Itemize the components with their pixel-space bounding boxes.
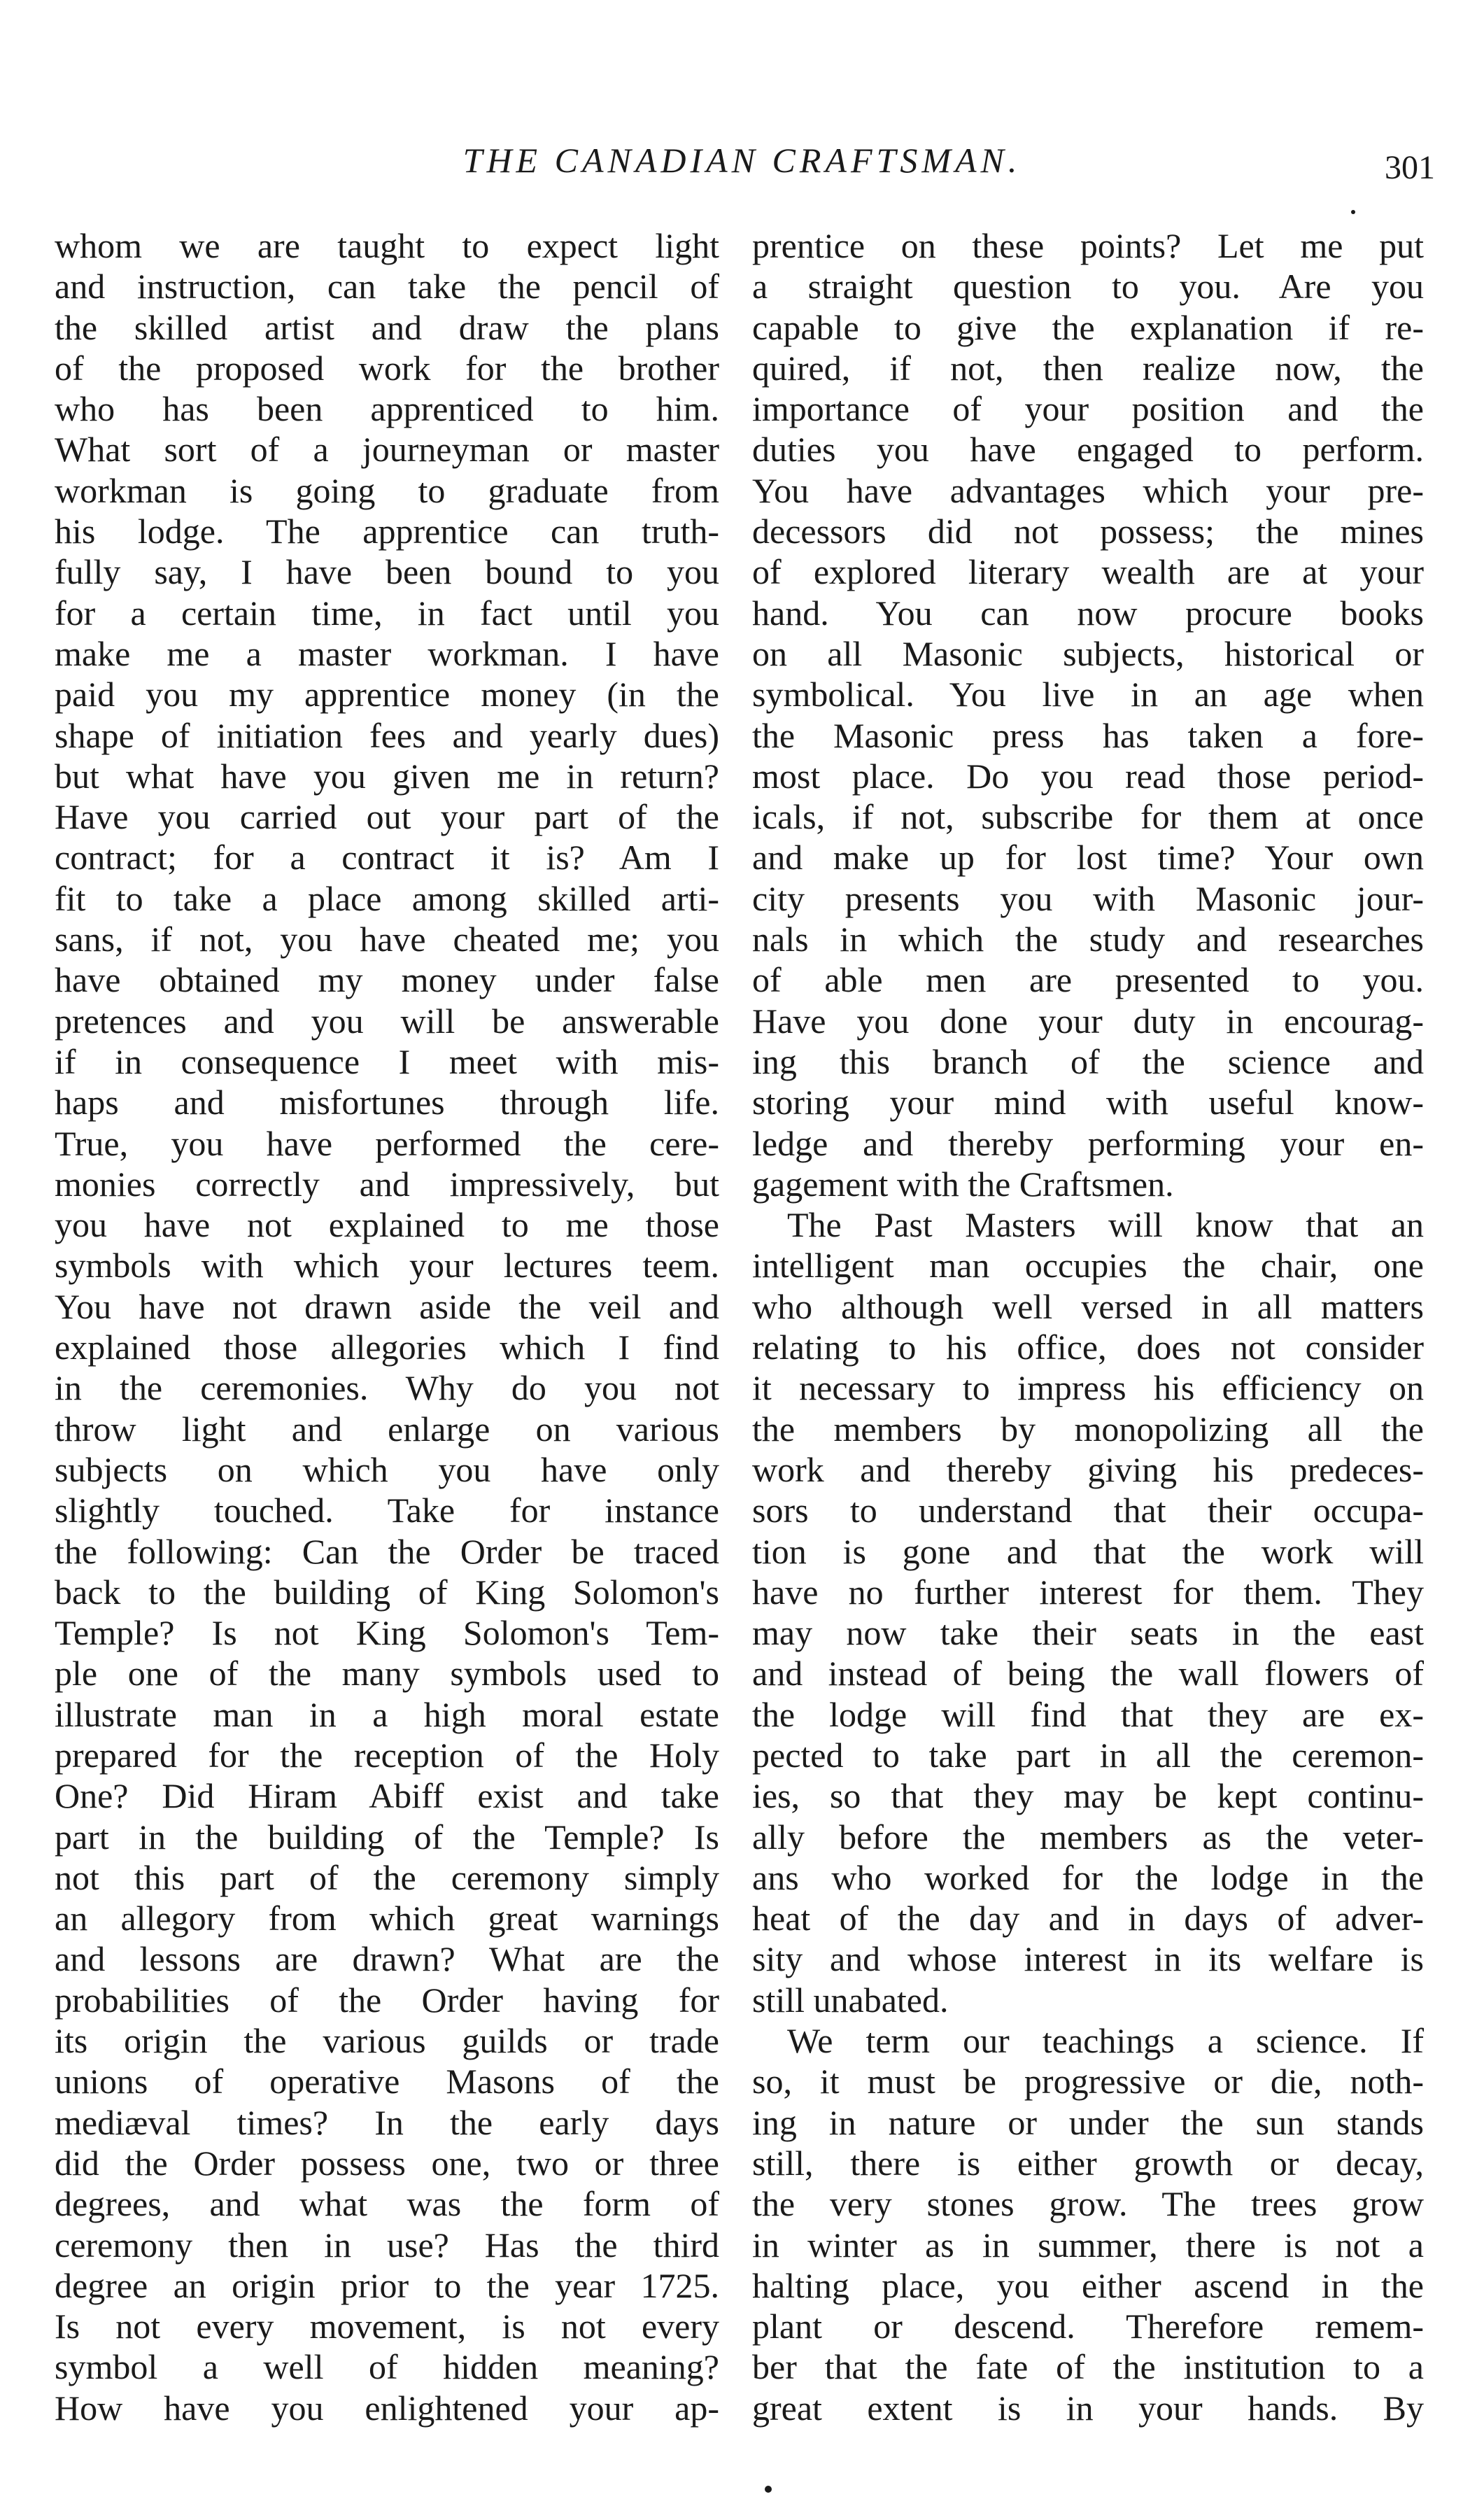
text-line: One? Did Hiram Abiff exist and take bbox=[55, 1776, 719, 1816]
right-column bbox=[752, 225, 1424, 2428]
text-line: Temple? Is not King Solomon's Tem- bbox=[55, 1613, 719, 1653]
text-line: probabilities of the Order having for bbox=[55, 1980, 719, 2020]
text-line: you have not explained to me those bbox=[55, 1205, 719, 1245]
left-column bbox=[55, 225, 719, 2428]
text-line: halting place, you either ascend in the bbox=[752, 2265, 1424, 2305]
text-line: the very stones grow. The trees grow bbox=[752, 2184, 1424, 2224]
text-line: his lodge. The apprentice can truth- bbox=[55, 512, 719, 551]
text-line: How have you enlightened your ap- bbox=[55, 2388, 719, 2428]
text-line: contract; for a contract it is? Am I bbox=[55, 838, 719, 878]
text-line: Is not every movement, is not every bbox=[55, 2307, 719, 2346]
text-line: ing in nature or under the sun stands bbox=[752, 2102, 1424, 2142]
text-line: make me a master workman. I have bbox=[55, 633, 719, 673]
text-line: throw light and enlarge on various bbox=[55, 1409, 719, 1449]
text-line: work and thereby giving his predeces- bbox=[752, 1449, 1424, 1489]
text-line: capable to give the explanation if re- bbox=[752, 307, 1424, 347]
text-line: plant or descend. Therefore remem- bbox=[752, 2307, 1424, 2346]
text-line: We term our teachings a science. If bbox=[787, 2021, 1424, 2061]
text-line: sors to understand that their occupa- bbox=[752, 1491, 1424, 1530]
text-line: symbolical. You live in an age when bbox=[752, 675, 1424, 714]
text-line: and lessons are drawn? What are the bbox=[55, 1939, 719, 1979]
text-line: its origin the various guilds or trade bbox=[55, 2021, 719, 2061]
text-line: Have you carried out your part of the bbox=[55, 797, 719, 837]
text-line: symbols with which your lectures teem. bbox=[55, 1246, 719, 1286]
text-line: explained those allegories which I find bbox=[55, 1328, 719, 1367]
text-line: What sort of a journeyman or master bbox=[55, 430, 719, 470]
text-line: You have not drawn aside the veil and bbox=[55, 1286, 719, 1326]
text-line: fully say, I have been bound to you bbox=[55, 552, 719, 592]
text-line: The Past Masters will know that an bbox=[787, 1205, 1424, 1245]
text-line: but what have you given me in return? bbox=[55, 756, 719, 796]
text-line: quired, if not, then realize now, the bbox=[752, 348, 1424, 388]
text-line: have no further interest for them. They bbox=[752, 1572, 1424, 1612]
text-line: and make up for lost time? Your own bbox=[752, 838, 1424, 878]
text-line: ally before the members as the veter- bbox=[752, 1817, 1424, 1857]
text-line: of able men are presented to you. bbox=[752, 960, 1424, 1000]
text-line: ceremony then in use? Has the third bbox=[55, 2225, 719, 2265]
text-line: the skilled artist and draw the plans bbox=[55, 307, 719, 347]
text-line: sity and whose interest in its welfare is bbox=[752, 1939, 1424, 1979]
text-line: symbol a well of hidden meaning? bbox=[55, 2347, 719, 2387]
text-line: still, there is either growth or decay, bbox=[752, 2143, 1424, 2183]
text-line: haps and misfortunes through life. bbox=[55, 1083, 719, 1122]
running-title: THE CANADIAN CRAFTSMAN. bbox=[462, 141, 1022, 180]
text-line: True, you have performed the cere- bbox=[55, 1123, 719, 1163]
text-line: duties you have engaged to perform. bbox=[752, 430, 1424, 470]
text-line: tion is gone and that the work will bbox=[752, 1531, 1424, 1571]
text-line: of explored literary wealth are at your bbox=[752, 552, 1424, 592]
text-line: back to the building of King Solomon's bbox=[55, 1572, 719, 1612]
text-line: fit to take a place among skilled arti- bbox=[55, 878, 719, 918]
text-line: intelligent man occupies the chair, one bbox=[752, 1246, 1424, 1286]
text-line: it necessary to impress his efficiency on bbox=[752, 1368, 1424, 1408]
text-line: still unabated. bbox=[752, 1980, 949, 2020]
text-line: decessors did not possess; the mines bbox=[752, 512, 1424, 551]
text-line: pected to take part in all the ceremon- bbox=[752, 1735, 1424, 1775]
text-line: who has been apprenticed to him. bbox=[55, 389, 719, 429]
text-line: storing your mind with useful know- bbox=[752, 1083, 1424, 1122]
text-line: subjects on which you have only bbox=[55, 1449, 719, 1489]
text-line: ledge and thereby performing your en- bbox=[752, 1123, 1424, 1163]
text-line: for a certain time, in fact until you bbox=[55, 593, 719, 633]
text-line: unions of operative Masons of the bbox=[55, 2062, 719, 2102]
text-line: illustrate man in a high moral estate bbox=[55, 1694, 719, 1734]
text-line: and instead of being the wall flowers of bbox=[752, 1654, 1424, 1694]
page-number: 301 bbox=[1385, 149, 1435, 186]
text-line: paid you my apprentice money (in the bbox=[55, 675, 719, 714]
text-line: workman is going to graduate from bbox=[55, 470, 719, 510]
text-line: Have you done your duty in encourag- bbox=[752, 1001, 1424, 1041]
text-line: relating to his office, does not consider bbox=[752, 1328, 1424, 1367]
text-line: prentice on these points? Let me put bbox=[752, 226, 1424, 265]
text-line: did the Order possess one, two or three bbox=[55, 2143, 719, 2183]
text-line: icals, if not, subscribe for them at once bbox=[752, 797, 1424, 837]
text-line: whom we are taught to expect light bbox=[55, 226, 719, 265]
text-line: You have advantages which your pre- bbox=[752, 470, 1424, 510]
text-line: ber that the fate of the institution to a bbox=[752, 2347, 1424, 2387]
text-line: ple one of the many symbols used to bbox=[55, 1654, 719, 1694]
text-line: may now take their seats in the east bbox=[752, 1613, 1424, 1653]
text-line: prepared for the reception of the Holy bbox=[55, 1735, 719, 1775]
text-line: in the ceremonies. Why do you not bbox=[55, 1368, 719, 1408]
text-line: degrees, and what was the form of bbox=[55, 2184, 719, 2224]
text-line: heat of the day and in days of adver- bbox=[752, 1899, 1424, 1938]
text-line: part in the building of the Temple? Is bbox=[55, 1817, 719, 1857]
text-line: not this part of the ceremony simply bbox=[55, 1857, 719, 1897]
text-line: mediæval times? In the early days bbox=[55, 2102, 719, 2142]
text-line: importance of your position and the bbox=[752, 389, 1424, 429]
text-line: ans who worked for the lodge in the bbox=[752, 1857, 1424, 1897]
text-line: ing this branch of the science and bbox=[752, 1041, 1424, 1081]
text-line: the following: Can the Order be traced bbox=[55, 1531, 719, 1571]
text-line: city presents you with Masonic jour- bbox=[752, 878, 1424, 918]
text-line: a straight question to you. Are you bbox=[752, 267, 1424, 307]
text-line: if in consequence I meet with mis- bbox=[55, 1041, 719, 1081]
text-line: and instruction, can take the pencil of bbox=[55, 267, 719, 307]
text-line: have obtained my money under false bbox=[55, 960, 719, 1000]
text-line: the Masonic press has taken a fore- bbox=[752, 715, 1424, 755]
text-line: most place. Do you read those period- bbox=[752, 756, 1424, 796]
text-line: monies correctly and impressively, but bbox=[55, 1164, 719, 1204]
text-line: on all Masonic subjects, historical or bbox=[752, 633, 1424, 673]
print-speck bbox=[1351, 210, 1355, 214]
text-line: the members by monopolizing all the bbox=[752, 1409, 1424, 1449]
text-line: the lodge will find that they are ex- bbox=[752, 1694, 1424, 1734]
text-line: gagement with the Craftsmen. bbox=[752, 1164, 1174, 1204]
text-line: in winter as in summer, there is not a bbox=[752, 2225, 1424, 2265]
text-line: nals in which the study and researches bbox=[752, 920, 1424, 959]
text-line: of the proposed work for the brother bbox=[55, 348, 719, 388]
text-line: an allegory from which great warnings bbox=[55, 1899, 719, 1938]
text-line: sans, if not, you have cheated me; you bbox=[55, 920, 719, 959]
text-line: shape of initiation fees and yearly dues) bbox=[55, 715, 719, 755]
text-line: pretences and you will be answerable bbox=[55, 1001, 719, 1041]
text-line: hand. You can now procure books bbox=[752, 593, 1424, 633]
text-line: slightly touched. Take for instance bbox=[55, 1491, 719, 1530]
print-speck bbox=[765, 2486, 772, 2493]
text-line: degree an origin prior to the year 1725. bbox=[55, 2265, 719, 2305]
text-line: who although well versed in all matters bbox=[752, 1286, 1424, 1326]
text-line: so, it must be progressive or die, noth- bbox=[752, 2062, 1424, 2102]
text-line: ies, so that they may be kept continu- bbox=[752, 1776, 1424, 1816]
text-line: great extent is in your hands. By bbox=[752, 2388, 1424, 2428]
